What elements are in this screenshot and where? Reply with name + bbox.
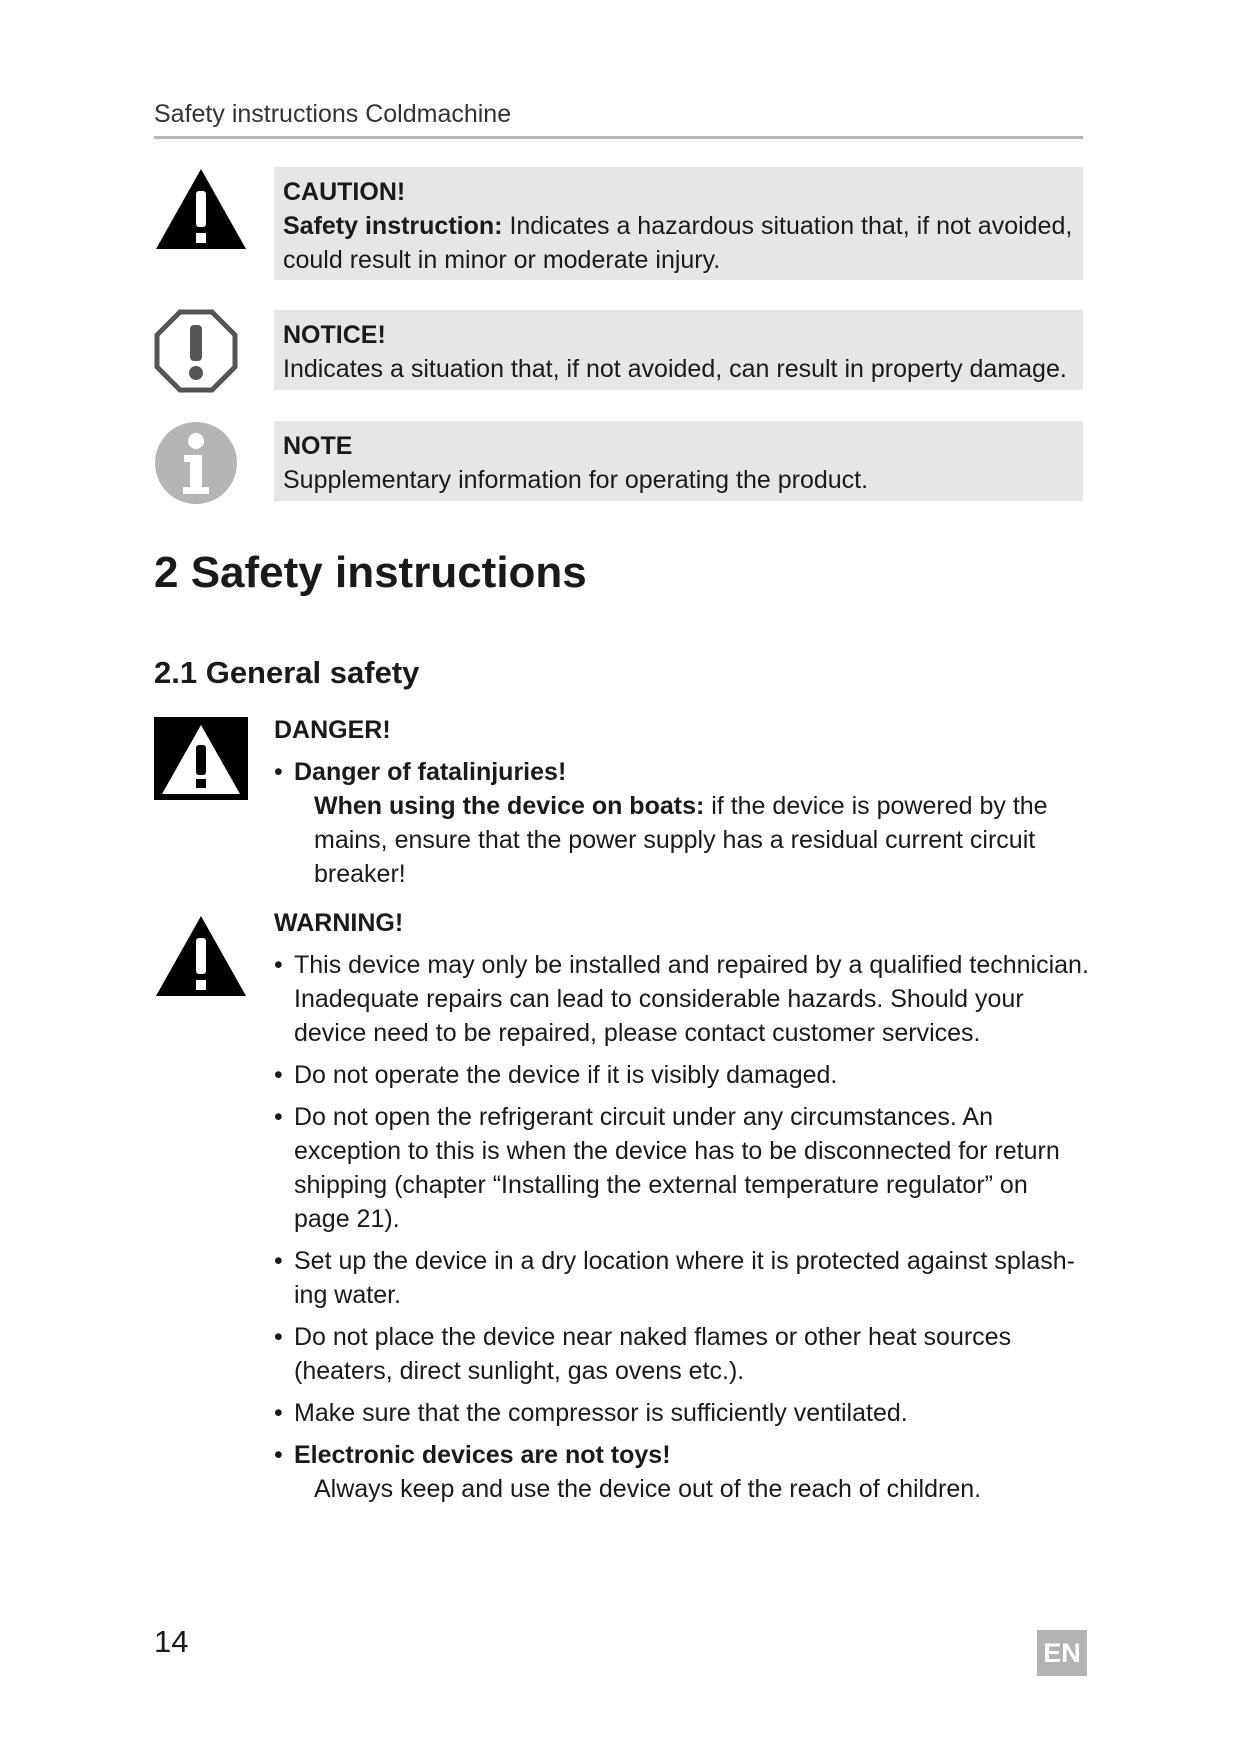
running-header: Safety instructions Coldmachine (154, 100, 512, 128)
danger-item (274, 755, 1089, 891)
notice-label: NOTICE! (283, 321, 386, 349)
bullet: • (274, 1441, 283, 1469)
bullet: • (274, 758, 283, 786)
language-badge: EN (1037, 1630, 1087, 1676)
danger-block (274, 713, 1089, 899)
bullet: • (274, 1323, 283, 1351)
bullet: • (274, 1247, 283, 1275)
note-box (274, 421, 1083, 501)
danger-item-text: if the device is powered by the mains, ensure that the power supply has a residual current circuit breaker! (314, 792, 1048, 888)
danger-label: DANGER! (274, 716, 391, 744)
warning-item (274, 1396, 1089, 1430)
warning-triangle-icon (154, 914, 248, 998)
note-text: Supplementary information for operating the product. (283, 466, 869, 494)
chapter-title: 2 Safety instructions (154, 548, 587, 597)
notice-octagon-icon (154, 309, 238, 393)
caution-label: CAUTION! (283, 178, 406, 206)
warning-block (274, 906, 1089, 1514)
caution-lead: Safety instruction: (283, 212, 503, 240)
warning-item-text: Always keep and use the device out of the reach of children. (314, 1475, 982, 1503)
warning-item (274, 1438, 1089, 1506)
bullet: • (274, 1103, 283, 1131)
caution-text: Indicates a hazardous situation that, if not avoided, could result in minor or moderate injury. (283, 212, 1073, 274)
header-divider (154, 136, 1083, 139)
warning-item-text: Do not place the device near naked flames or other heat sources (heaters, direct sunlight, gas ovens etc.). (294, 1323, 1012, 1385)
notice-text: Indicates a situation that, if not avoided, can result in property damage. (283, 355, 1067, 383)
danger-warning-triangle-icon (154, 717, 248, 800)
section-title: 2.1 General safety (154, 655, 420, 690)
warning-item (274, 948, 1089, 1050)
caution-warning-triangle-icon (154, 167, 248, 251)
danger-item-heading: Danger of fatalinjuries! (294, 758, 567, 786)
warning-item (274, 1244, 1089, 1312)
warning-item-text: Make sure that the compressor is sufficiently ventilated. (294, 1399, 908, 1427)
warning-item (274, 1100, 1089, 1236)
bullet: • (274, 1061, 283, 1089)
warning-item-text: Set up the device in a dry location where it is protected against splash-ing water. (294, 1247, 1075, 1309)
warning-label: WARNING! (274, 909, 404, 937)
info-icon (154, 421, 238, 505)
danger-item-lead: When using the device on boats: (314, 792, 705, 820)
warning-item (274, 1320, 1089, 1388)
bullet: • (274, 951, 283, 979)
warning-item-text: This device may only be installed and repaired by a qualified technician. Inadequate repairs can lead to considerable hazards. Should your device need to be repaired, please contact customer services. (294, 951, 1089, 1047)
note-label: NOTE (283, 432, 353, 460)
warning-item-text: Do not open the refrigerant circuit under any circumstances. An exception to this is when the device has to be disconnected for return shipping (chapter “Installing the external temperature regulator” on page 21). (294, 1103, 1060, 1233)
notice-box (274, 310, 1083, 390)
caution-box (274, 167, 1083, 280)
page-number: 14 (154, 1624, 189, 1659)
bullet: • (274, 1399, 283, 1427)
warning-item (274, 1058, 1089, 1092)
warning-item-heading: Electronic devices are not toys! (294, 1441, 671, 1469)
warning-item-text: Do not operate the device if it is visibly damaged. (294, 1061, 838, 1089)
